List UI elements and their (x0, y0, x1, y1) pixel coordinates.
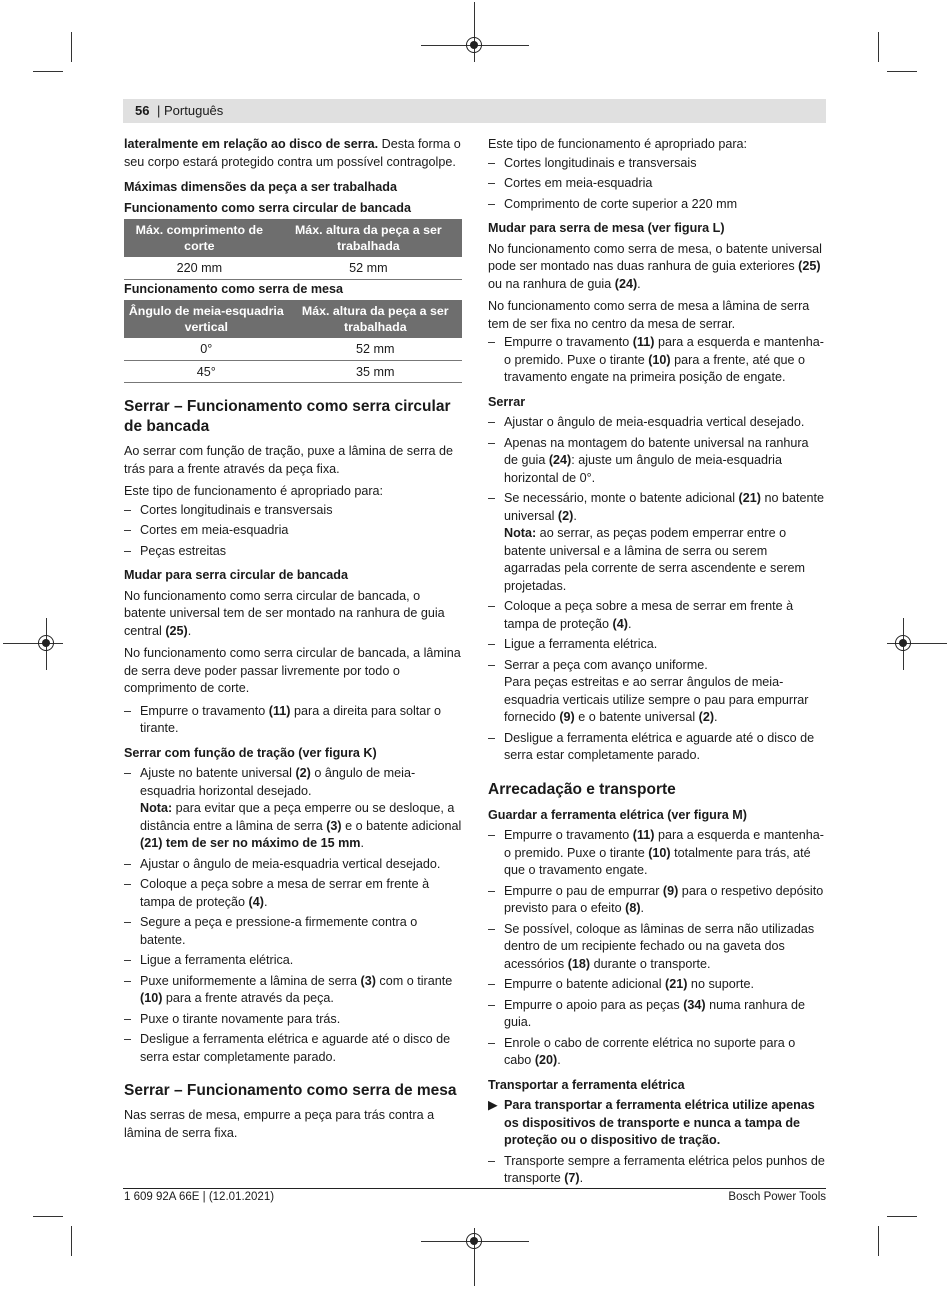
list-item: – Empurre o pau de empurrar (9) para o respetivo depósito previsto para o efeito (8). (488, 883, 824, 915)
paragraph: Este tipo de funcionamento é apropriado para: (488, 137, 748, 151)
max-dims-heading: Máximas dimensões da peça a ser trabalhada (124, 180, 397, 194)
subheading: Transportar a ferramenta elétrica (488, 1077, 685, 1092)
list-item: – Enrole o cabo de corrente elétrica no suporte para o cabo (20). (488, 1035, 796, 1067)
table-cell: 52 mm (275, 257, 462, 279)
crop-mark (887, 71, 917, 72)
list-item: – Coloque a peça sobre a mesa de serrar em frente à tampa de proteção (4). (488, 599, 794, 631)
list-item: – Ligue a ferramenta elétrica. (124, 953, 294, 967)
list-item: – Puxe uniformemente a lâmina de serra (3) com o tirante (10) para a frente através da peça. (124, 973, 453, 1005)
crop-mark (71, 32, 72, 62)
table1-heading: Funcionamento como serra circular de bancada (124, 200, 411, 215)
table-header: Máx. altura da peça a ser trabalhada (289, 300, 462, 338)
table-row (124, 360, 462, 383)
paragraph: No funcionamento como serra de mesa a lâmina de serra tem de ser fixa no centro da mesa de serrar. (488, 299, 810, 331)
subheading: Guardar a ferramenta elétrica (ver figura M) (488, 807, 747, 822)
table-cell: 0° (124, 338, 289, 360)
list-item: – Comprimento de corte superior a 220 mm (488, 196, 738, 211)
list-item: – Empurre o apoio para as peças (34) numa ranhura de guia. (488, 997, 806, 1029)
paragraph: Nas serras de mesa, empurre a peça para trás contra a lâmina de serra fixa. (124, 1108, 435, 1140)
page-number: 56 (135, 103, 150, 118)
list-item: – Cortes longitudinais e transversais (488, 155, 697, 170)
footer-doc-id: 1 609 92A 66E | (12.01.2021) (124, 1191, 275, 1203)
header-language: | Português (157, 103, 224, 118)
list-item: – Peças estreitas (124, 543, 227, 558)
crop-mark (887, 1216, 917, 1217)
registration-mark-icon (466, 1233, 482, 1249)
warning-triangle-icon: ▶ (488, 1098, 498, 1112)
list-item: – Apenas na montagem do batente universal na ranhura de guia (24): ajuste um ângulo de meia-esquadria horizontal de 0°. (488, 435, 809, 485)
footer-brand: Bosch Power Tools (728, 1191, 826, 1203)
table-header: Máx. comprimento de corte (124, 219, 275, 257)
list-item: – Ajustar o ângulo de meia-esquadria vertical desejado. (488, 415, 805, 429)
list-item: – Se necessário, monte o batente adicional (21) no batente universal (2). Nota: ao serrar, as peças podem emperrar entre o batente universal e a lâmina de serra ou serem agarradas pela corrente de serra ascendente e serem projetadas. (488, 491, 824, 593)
table-header: Ângulo de meia-esquadria vertical (124, 300, 289, 338)
spec-table-mesa (124, 300, 462, 383)
subheading: Mudar para serra de mesa (ver figura L) (488, 221, 725, 235)
paragraph: No funcionamento como serra de mesa, o batente universal pode ser montado nas duas ranhura de guia exteriores (25) ou na ranhura de guia (24). (488, 241, 822, 291)
list-item: – Ajuste no batente universal (2) o ângulo de meia-esquadria horizontal desejado. Nota: para evitar que a peça emperre ou se desloque, a distância entre a lâmina de serra (3) e o batente adicional (21) tem de ser no máximo de 15 mm. (124, 766, 462, 850)
list-item: – Transporte sempre a ferramenta elétrica pelos punhos de transporte (7). (488, 1153, 825, 1185)
crop-mark (33, 1216, 63, 1217)
spec-table-bancada (124, 219, 462, 280)
intro-paragraph: lateralmente em relação ao disco de serra. Desta forma o seu corpo estará protegido contra um possível contragolpe. (124, 137, 461, 169)
table2-heading: Funcionamento como serra de mesa (124, 281, 344, 296)
table-cell: 52 mm (289, 338, 462, 360)
left-column (124, 136, 462, 1147)
crop-mark (71, 1226, 72, 1256)
registration-line (474, 2, 475, 62)
list-item: – Cortes em meia-esquadria (124, 523, 289, 537)
registration-mark-icon (38, 635, 54, 651)
list-item: – Cortes longitudinais e transversais (124, 502, 333, 517)
registration-mark-icon (466, 37, 482, 53)
subheading: Serrar (488, 394, 526, 409)
paragraph: Ao serrar com função de tração, puxe a lâmina de serra de trás para a frente através da peça fixa. (124, 444, 454, 476)
page-header (123, 99, 826, 123)
paragraph: Este tipo de funcionamento é apropriado para: (124, 484, 384, 498)
list-item: – Desligue a ferramenta elétrica e aguarde até o disco de serra estar completamente parado. (124, 1032, 451, 1064)
list-item: – Desligue a ferramenta elétrica e aguarde até o disco de serra estar completamente parado. (488, 730, 815, 762)
list-item: – Empurre o travamento (11) para a esquerda e mantenha-o premido. Puxe o tirante (10) totalmente para trás, até que o travamento engate. (488, 828, 824, 877)
table-header: Máx. altura da peça a ser trabalhada (275, 219, 462, 257)
list-item: – Se possível, coloque as lâminas de serra não utilizadas dentro de um recipiente fechado ou na gaveta dos acessórios (18) durante o transporte. (488, 921, 815, 971)
list-item: – Empurre o travamento (11) para a direita para soltar o tirante. (124, 703, 442, 735)
registration-line (3, 643, 63, 644)
crop-mark (33, 71, 63, 72)
paragraph: No funcionamento como serra circular de bancada, o batente universal tem de ser montado na ranhura de guia central (25). (124, 588, 445, 638)
table-cell: 220 mm (124, 257, 275, 279)
list-item: – Segure a peça e pressione-a firmemente contra o batente. (124, 915, 418, 947)
warning-item: ▶ Para transportar a ferramenta elétrica utilize apenas os dispositivos de transporte e nunca a tampa de proteção ou o dispositivo de tração. (488, 1098, 815, 1147)
list-item: – Ligue a ferramenta elétrica. (488, 637, 658, 651)
list-item: – Empurre o batente adicional (21) no suporte. (488, 977, 754, 991)
list-item: – Puxe o tirante novamente para trás. (124, 1011, 341, 1026)
right-column (488, 136, 826, 1191)
list-item: – Empurre o travamento (11) para a esquerda e mantenha-o premido. Puxe o tirante (10) para a frente, até que o travamento engate na primeira posição de engate. (488, 335, 824, 384)
section-heading: Arrecadação e transporte (488, 780, 676, 798)
table-cell: 45° (124, 360, 289, 383)
section-heading: Serrar – Funcionamento como serra de mesa (124, 1082, 457, 1099)
crop-mark (878, 1226, 879, 1256)
list-item: – Cortes em meia-esquadria (488, 176, 653, 190)
subheading: Mudar para serra circular de bancada (124, 568, 348, 582)
table-row (124, 338, 462, 360)
table-cell: 35 mm (289, 360, 462, 383)
table-row (124, 257, 462, 279)
paragraph: No funcionamento como serra circular de bancada, a lâmina de serra deve poder passar livremente por todo o comprimento de corte. (124, 646, 461, 695)
crop-mark (878, 32, 879, 62)
section-heading: Serrar – Funcionamento como serra circular de bancada (124, 398, 451, 435)
list-item: – Serrar a peça com avanço uniforme. Para peças estreitas e ao serrar ângulos de meia-esquadria verticais utilize sempre o pau para empurrar fornecido (9) e o batente universal (2). (488, 657, 809, 724)
subheading: Serrar com função de tração (ver figura K) (124, 745, 377, 760)
footer-divider (123, 1188, 826, 1189)
registration-mark-icon (895, 635, 911, 651)
list-item: – Coloque a peça sobre a mesa de serrar em frente à tampa de proteção (4). (124, 877, 430, 909)
list-item: – Ajustar o ângulo de meia-esquadria vertical desejado. (124, 856, 441, 871)
